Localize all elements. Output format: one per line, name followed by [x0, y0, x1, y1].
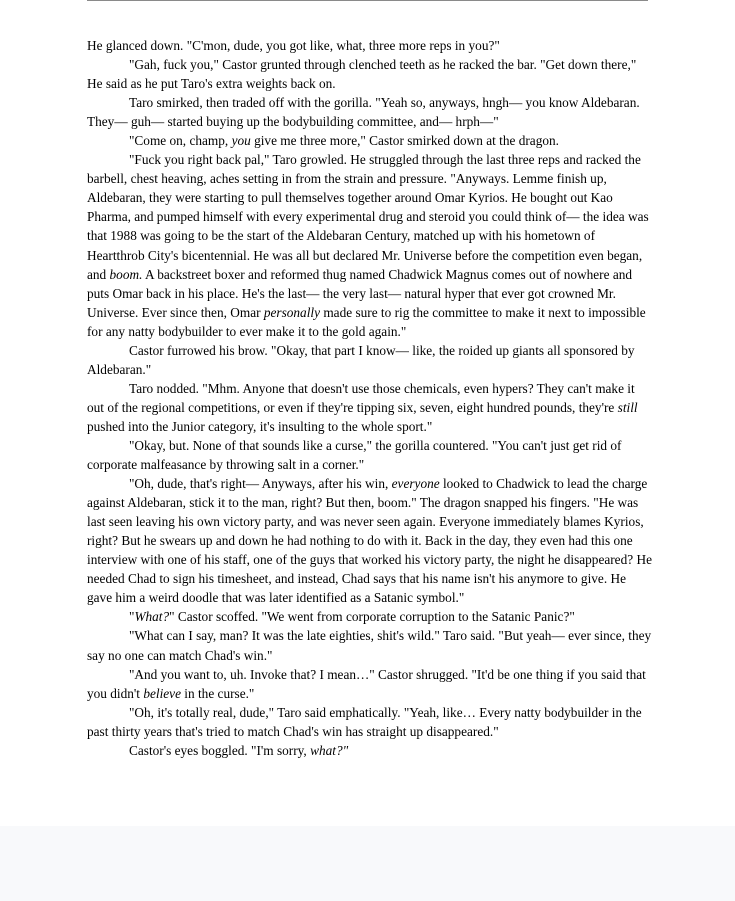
- text-run: Castor furrowed his brow. "Okay, that part I know— like, the roided up giants all sponsored by Aldebaran.": [87, 342, 635, 377]
- text-run: "Gah, fuck you," Castor grunted through clenched teeth as he racked the bar. "Get down there," He said as he put Taro's extra weights back on.: [87, 57, 637, 92]
- text-run: "Oh, it's totally real, dude," Taro said emphatically. "Yeah, like… Every natty bodybuilder in the past thirty years that's tried to match Chad's win has straight up disappeared.": [87, 704, 642, 739]
- text-run: "Come on, champ,: [129, 133, 232, 149]
- paragraph: [87, 36, 653, 55]
- emphasis-text: boom.: [109, 266, 143, 282]
- text-run: " Castor scoffed. "We went from corporate corruption to the Satanic Panic?": [169, 609, 575, 625]
- text-run: "Fuck you right back pal," Taro growled. He struggled through the last three reps and racked the barbell, chest heaving, aches setting in from the strain and pressure. "Anyways. Lemme finish up, Aldebaran, they were starting to pull themselves together around Omar Kyrios. He bought out Kao Pharma, and pumped himself with every experimental drug and steroid you could think of— the idea was that 1988 was going to be the start of the Aldebaran Century, matched up with his hometown of Heartthrob City's bicentennial. He was all but declared Mr. Universe before the competition even began, and: [87, 152, 649, 282]
- paragraph: [87, 626, 653, 664]
- paragraph: [87, 607, 653, 626]
- paragraph: [87, 131, 653, 150]
- text-run: Castor's eyes boggled. "I'm sorry,: [129, 742, 311, 758]
- emphasis-text: everyone: [391, 476, 440, 492]
- emphasis-text: still: [617, 399, 638, 415]
- paragraph: [87, 665, 653, 703]
- paragraph: [87, 436, 653, 474]
- paragraph: [87, 341, 653, 379]
- emphasis-text: personally: [263, 304, 320, 320]
- text-run: "What can I say, man? It was the late eighties, shit's wild." Taro said. "But yeah— ever since, they say no one can match Chad's win.": [87, 628, 652, 663]
- paragraph: [87, 703, 653, 741]
- text-run: He glanced down. "C'mon, dude, you got like, what, three more reps in you?": [87, 38, 500, 53]
- text-run: made sure to rig the committee to make it next to impossible for any natty bodybuilder to ever make it to the gold again.": [87, 304, 646, 339]
- paragraph: [87, 55, 653, 93]
- emphasis-text: believe: [143, 685, 181, 701]
- text-run: "Oh, dude, that's right— Anyways, after his win,: [129, 476, 392, 492]
- paragraph: [87, 741, 653, 760]
- text-run: Taro nodded. "Mhm. Anyone that doesn't use those chemicals, even hypers? They can't make it out of the regional competitions, or even if they're tipping six, seven, eight hundred pounds, they're: [87, 380, 635, 415]
- paragraph: [87, 379, 653, 436]
- paragraph: [87, 474, 653, 607]
- emphasis-text: What?: [134, 609, 170, 625]
- emphasis-text: you: [231, 133, 251, 149]
- paragraph: [87, 150, 653, 340]
- text-run: pushed into the Junior category, it's insulting to the whole sport.": [87, 418, 433, 434]
- emphasis-text: what?": [310, 742, 349, 758]
- text-run: looked to Chadwick to lead the charge against Aldebaran, stick it to the man, right? But then, boom." The dragon snapped his fingers. "He was last seen leaving his own victory party, and was never seen again. Everyone immediately blames Kyrios, right? But he swears up and down he had nothing to do with it. Back in the day, they even had this one interview with one of his staff, one of the guys that worked his victory party, the night he disappeared? He needed Chad to sign his timesheet, and instead, Chad says that his name isn't his anymore to give. He gave him a weird doodle that was later identified as a Satanic symbol.": [87, 476, 652, 606]
- story-text: [87, 36, 653, 760]
- text-run: give me three more," Castor smirked down at the dragon.: [250, 133, 559, 149]
- text-run: A backstreet boxer and reformed thug named Chadwick Magnus comes out of nowhere and puts Omar back in his place. He's the last— the very last— natural hyper that ever got crowned Mr. Universe. Ever since then, Omar: [87, 266, 633, 320]
- text-run: ": [129, 609, 135, 625]
- text-run: "And you want to, uh. Invoke that? I mean…" Castor shrugged. "It'd be one thing if you said that you didn't: [87, 666, 646, 701]
- text-run: "Okay, but. None of that sounds like a curse," the gorilla countered. "You can't just get rid of corporate malfeasance by throwing salt in a corner.": [87, 437, 622, 473]
- text-run: Taro smirked, then traded off with the gorilla. "Yeah so, anyways, hngh— you know Aldebaran. They— guh— started buying up the bodybuilding committee, and— hrph—": [87, 95, 640, 130]
- text-run: in the curse.": [180, 685, 255, 701]
- paragraph: [87, 93, 653, 131]
- top-divider: [87, 0, 648, 1]
